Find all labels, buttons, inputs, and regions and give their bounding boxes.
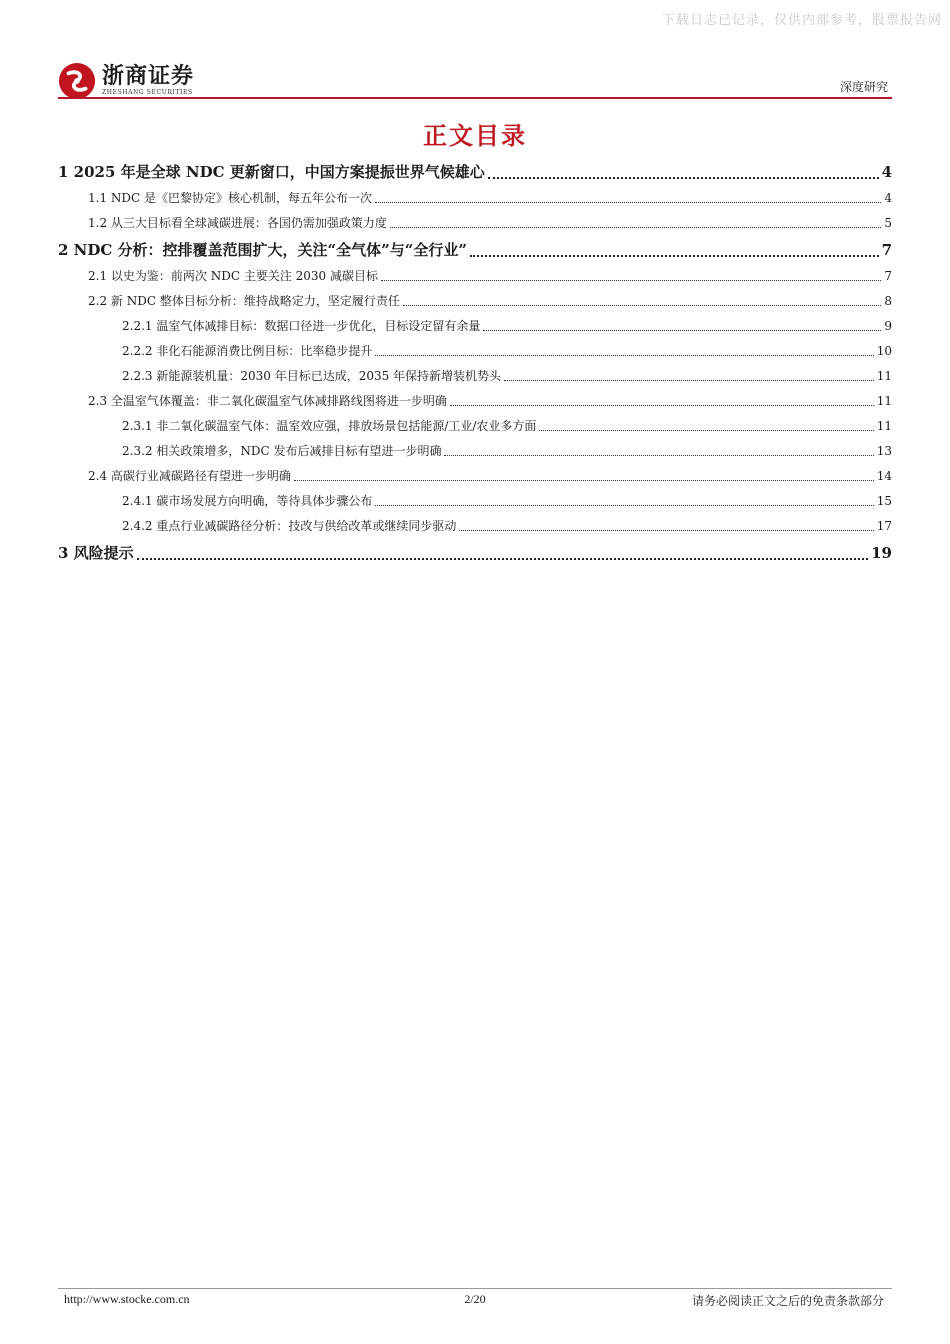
toc-entry-label: 1.2 从三大目标看全球减碳进展：各国仍需加强政策力度 (88, 216, 387, 230)
toc-entry-page: 19 (871, 544, 892, 562)
company-name-en: ZHESHANG SECURITIES (102, 89, 193, 96)
company-name-cn: 浙商证券 (102, 64, 195, 89)
toc-entry-label: 2.4 高碳行业减碳路径有望进一步明确 (88, 469, 291, 483)
watermark: 下载日志已记录，仅供内部参考，股票报告网 (661, 13, 942, 28)
table-of-contents (58, 158, 892, 567)
toc-entry-page: 5 (884, 216, 892, 230)
toc-leader-dots (294, 480, 874, 481)
toc-entry-page: 4 (881, 163, 892, 181)
toc-entry-page: 17 (876, 519, 892, 533)
toc-leader-dots (137, 558, 868, 560)
toc-entry-page: 11 (876, 369, 892, 383)
page-number: 2/20 (464, 1292, 486, 1306)
toc-entry[interactable] (58, 314, 892, 339)
toc-leader-dots (444, 455, 873, 456)
toc-entry[interactable] (58, 389, 892, 414)
footer-disclaimer: 请务必阅读正文之后的免责条款部分 (691, 1294, 884, 1308)
toc-entry-page: 13 (876, 444, 892, 458)
toc-leader-dots (483, 330, 881, 331)
document-type: 深度研究 (839, 80, 888, 94)
toc-leader-dots (450, 405, 874, 406)
toc-leader-dots (390, 227, 881, 228)
toc-leader-dots (375, 202, 881, 203)
footer-url-link[interactable]: http://www.stocke.com.cn (64, 1292, 190, 1306)
page-footer (58, 1292, 892, 1310)
toc-entry-label: 1 2025 年是全球 NDC 更新窗口，中国方案提振世界气候雄心 (58, 163, 485, 181)
toc-entry[interactable] (58, 289, 892, 314)
toc-entry-label: 2.4.2 重点行业减碳路径分析：技改与供给改革或继续同步驱动 (122, 519, 457, 533)
toc-entry[interactable] (58, 439, 892, 464)
toc-leader-dots (539, 430, 873, 431)
toc-leader-dots (459, 530, 873, 531)
toc-entry-page: 7 (884, 269, 892, 283)
toc-leader-dots (375, 505, 873, 506)
toc-entry-label: 1.1 NDC 是《巴黎协定》核心机制，每五年公布一次 (88, 191, 373, 205)
toc-entry[interactable] (58, 211, 892, 236)
toc-entry[interactable] (58, 464, 892, 489)
toc-entry-page: 8 (884, 294, 892, 308)
toc-entry[interactable] (58, 236, 892, 264)
toc-leader-dots (375, 355, 873, 356)
toc-entry-label: 2.3.1 非二氧化碳温室气体：温室效应强，排放场景包括能源/工业/农业多方面 (122, 419, 537, 433)
toc-entry-page: 10 (876, 344, 892, 358)
toc-entry-page: 9 (884, 319, 892, 333)
toc-entry[interactable] (58, 414, 892, 439)
toc-entry-page: 15 (876, 494, 892, 508)
toc-leader-dots (403, 305, 882, 306)
toc-entry-label: 2.2.2 非化石能源消费比例目标：比率稳步提升 (122, 344, 373, 358)
toc-entry-page: 14 (876, 469, 892, 483)
toc-entry[interactable] (58, 158, 892, 186)
toc-entry-label: 2 NDC 分析：控排覆盖范围扩大，关注“全气体”与“全行业” (58, 241, 468, 259)
toc-entry-label: 2.2 新 NDC 整体目标分析：维持战略定力，坚定履行责任 (88, 294, 400, 308)
toc-entry-label: 2.3.2 相关政策增多，NDC 发布后减排目标有望进一步明确 (122, 444, 442, 458)
toc-entry-label: 3 风险提示 (58, 544, 134, 562)
toc-entry-page: 7 (881, 241, 892, 259)
toc-entry[interactable] (58, 364, 892, 389)
toc-entry-label: 2.3 全温室气体覆盖：非二氧化碳温室气体减排路线图将进一步明确 (88, 394, 447, 408)
toc-entry[interactable] (58, 514, 892, 539)
toc-leader-dots (504, 380, 874, 381)
toc-entry[interactable] (58, 186, 892, 211)
toc-leader-dots (488, 177, 879, 179)
toc-leader-dots (470, 255, 879, 257)
toc-entry-label: 2.1 以史为鉴：前两次 NDC 主要关注 2030 减碳目标 (88, 269, 378, 283)
toc-entry[interactable] (58, 489, 892, 514)
toc-entry-label: 2.4.1 碳市场发展方向明确，等待具体步骤公布 (122, 494, 373, 508)
footer-divider (58, 1288, 892, 1289)
toc-entry[interactable] (58, 264, 892, 289)
toc-entry-page: 11 (876, 419, 892, 433)
toc-entry-label: 2.2.1 温室气体减排目标：数据口径进一步优化，目标设定留有余量 (122, 319, 481, 333)
toc-entry-page: 11 (876, 394, 892, 408)
toc-entry-page: 4 (884, 191, 892, 205)
toc-entry-label: 2.2.3 新能源装机量：2030 年目标已达成，2035 年保持新增装机势头 (122, 369, 502, 383)
header-divider (58, 97, 892, 99)
toc-entry[interactable] (58, 339, 892, 364)
toc-leader-dots (381, 280, 881, 281)
toc-entry[interactable] (58, 539, 892, 567)
zheshang-logo-icon (58, 62, 96, 100)
toc-title: 正文目录 (423, 122, 527, 150)
